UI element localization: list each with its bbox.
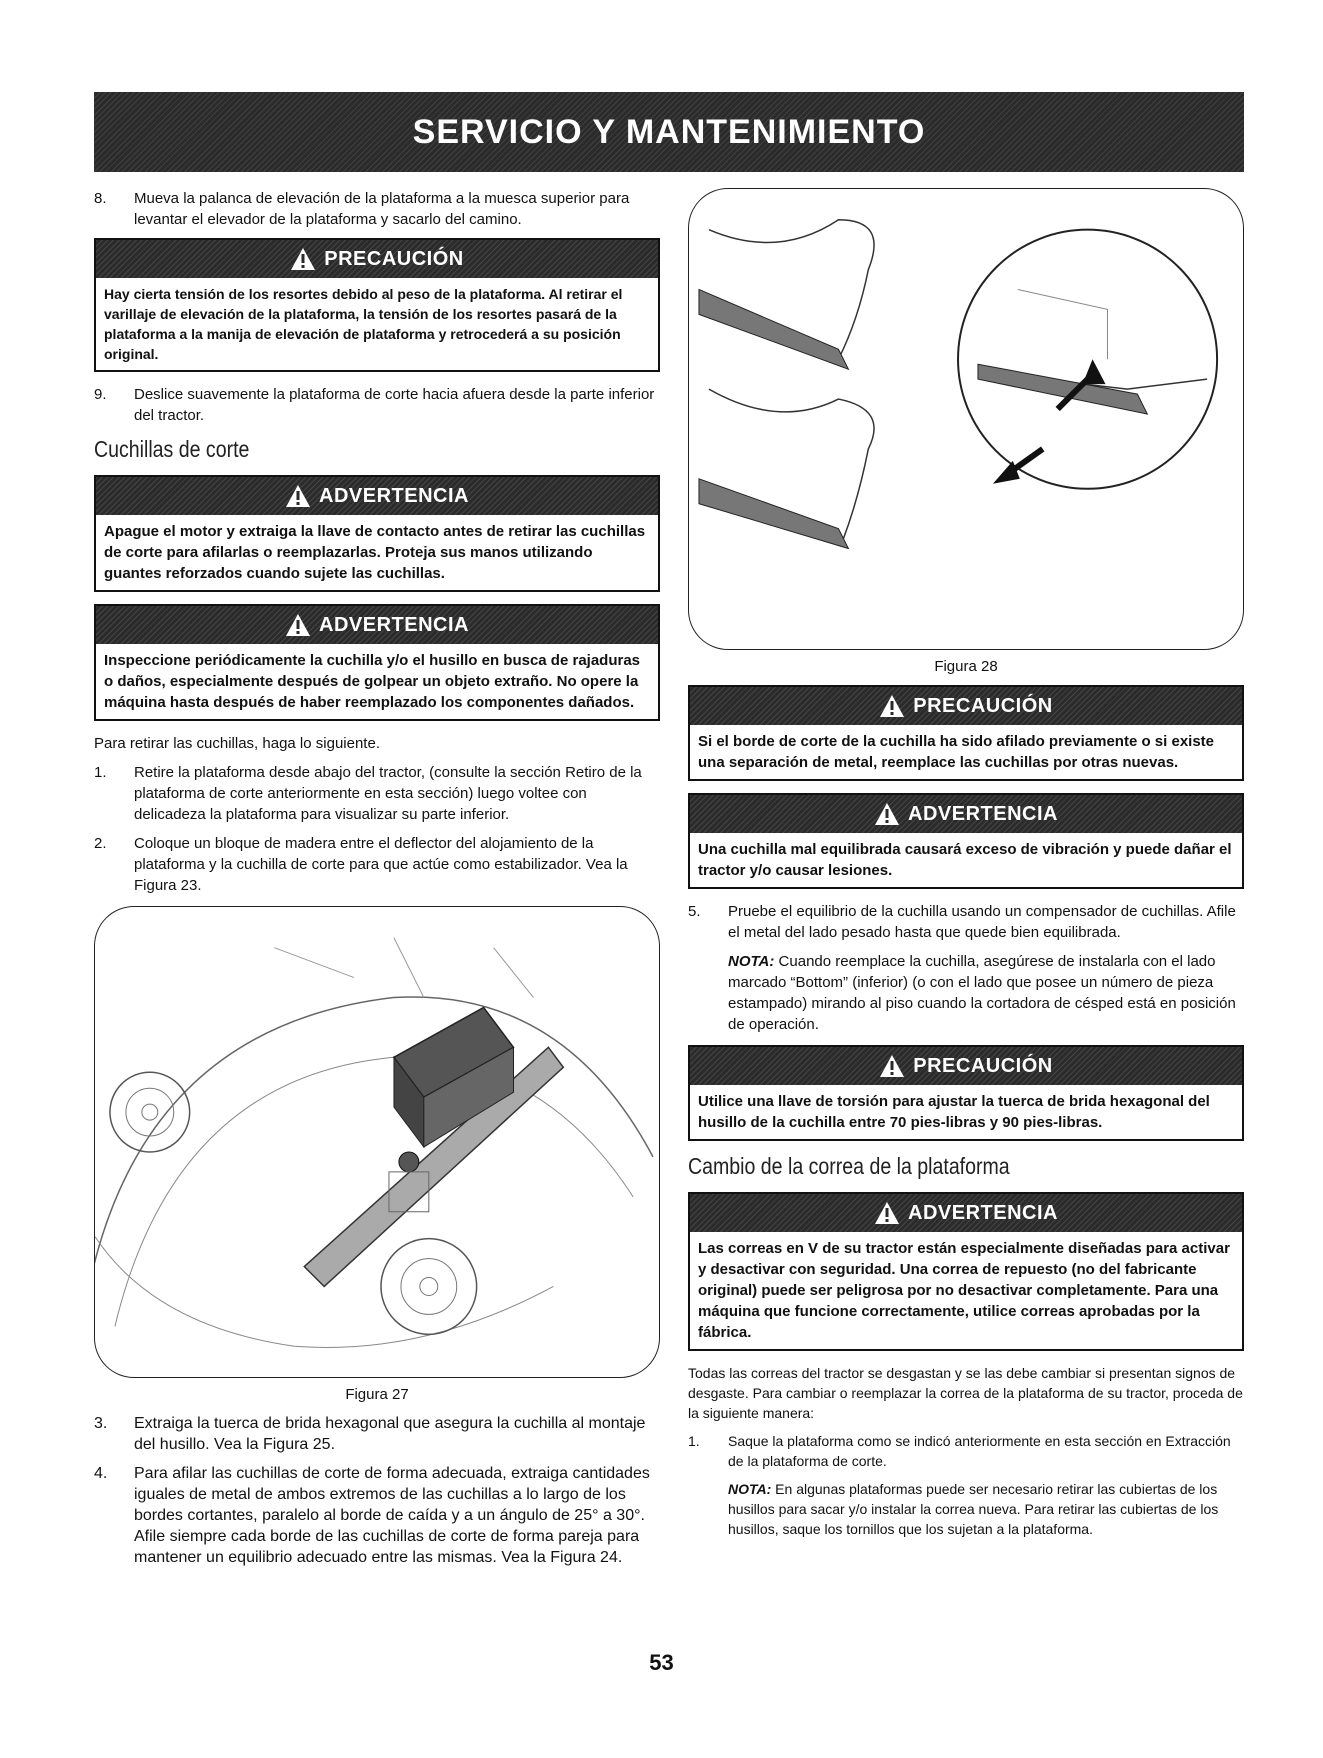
step-3 bbox=[94, 1413, 660, 1455]
step-number: 1. bbox=[688, 1433, 700, 1449]
caution-box bbox=[688, 685, 1244, 781]
step-9 bbox=[94, 384, 660, 426]
note-label: NOTA: bbox=[728, 953, 775, 970]
alert-body: Inspeccione periódicamente la cuchilla y/o el husillo en busca de rajaduras o daños, especialmente después de golpear un objeto extraño. No opere la máquina hasta después de haber reemplazado los componentes dañados. bbox=[104, 652, 641, 711]
warning-icon bbox=[879, 694, 905, 718]
step-text: Coloque un bloque de madera entre el deflector del alojamiento de la plataforma y la cuchilla de corte para que actúe como estabilizador. Vea la Figura 23. bbox=[134, 835, 628, 894]
step-text: Saque la plataforma como se indicó anteriormente en esta sección en Extracción de la plataforma de corte. bbox=[728, 1433, 1231, 1469]
alert-title: PRECAUCIÓN bbox=[324, 247, 464, 270]
warning-box bbox=[688, 793, 1244, 889]
step-number: 9. bbox=[94, 386, 107, 403]
alert-title: PRECAUCIÓN bbox=[913, 1054, 1053, 1077]
step-number: 4. bbox=[94, 1465, 108, 1482]
alert-header bbox=[690, 1194, 1242, 1232]
step-number: 3. bbox=[94, 1415, 108, 1432]
step-number: 2. bbox=[94, 835, 107, 852]
figure-28-illustration bbox=[688, 188, 1244, 650]
step-4 bbox=[94, 1463, 660, 1568]
warning-icon bbox=[874, 802, 900, 826]
banner-title: SERVICIO Y MANTENIMIENTO bbox=[412, 112, 926, 151]
step-1 bbox=[688, 1431, 1244, 1471]
warning-icon bbox=[874, 1201, 900, 1225]
alert-title: ADVERTENCIA bbox=[908, 802, 1058, 825]
figure-caption: Figura 27 bbox=[345, 1386, 409, 1403]
note bbox=[728, 951, 1244, 1035]
step-1 bbox=[94, 762, 660, 825]
step-text: Mueva la palanca de elevación de la plataforma a la muesca superior para levantar el elevador de la plataforma y sacarlo del camino. bbox=[134, 190, 630, 228]
step-text: Pruebe el equilibrio de la cuchilla usando un compensador de cuchillas. Afile el metal del lado pesado hasta que quede bien equilibrada. bbox=[728, 903, 1236, 941]
left-column bbox=[94, 188, 660, 1576]
step-text: Extraiga la tuerca de brida hexagonal que asegura la cuchilla al montaje del husillo. Vea la Figura 25. bbox=[134, 1415, 646, 1453]
step-text: Retire la plataforma desde abajo del tractor, (consulte la sección Retiro de la plataforma de corte anteriormente en esta sección) luego voltee con delicadeza la plataforma para visualizar su parte inferior. bbox=[134, 764, 642, 823]
alert-header bbox=[690, 795, 1242, 833]
warning-box bbox=[94, 604, 660, 721]
step-number: 5. bbox=[688, 903, 701, 920]
alert-title: ADVERTENCIA bbox=[319, 484, 469, 507]
alert-header bbox=[690, 1047, 1242, 1085]
step-number: 1. bbox=[94, 764, 107, 781]
caution-box bbox=[688, 1045, 1244, 1141]
alert-header bbox=[690, 687, 1242, 725]
warning-icon bbox=[290, 247, 316, 271]
blade-sharpening-drawing bbox=[689, 189, 1243, 649]
warning-box bbox=[94, 475, 660, 592]
warning-box bbox=[688, 1192, 1244, 1351]
page-number: 53 bbox=[649, 1650, 674, 1675]
right-column bbox=[688, 188, 1244, 1545]
alert-title: PRECAUCIÓN bbox=[913, 694, 1053, 717]
step-number: 8. bbox=[94, 190, 107, 207]
section-heading: Cuchillas de corte bbox=[94, 436, 250, 462]
warning-icon bbox=[285, 613, 311, 637]
alert-header bbox=[96, 606, 658, 644]
alert-body: Las correas en V de su tractor están especialmente diseñadas para activar y desactivar con seguridad. Una correa de repuesto (no del fabricante original) puede ser peligrosa por no desactivar completamente. Para una máquina que funcione correctamente, utilice correas aprobadas por la fábrica. bbox=[698, 1240, 1230, 1341]
caution-box bbox=[94, 238, 660, 372]
warning-icon bbox=[879, 1054, 905, 1078]
intro-text: Para retirar las cuchillas, haga lo siguiente. bbox=[94, 735, 380, 752]
alert-body: Hay cierta tensión de los resortes debido al peso de la plataforma. Al retirar el varillaje de elevación de la plataforma, la tensión de los resortes pasará de la plataforma a la manija de elevación de plataforma y retrocederá a su posición original. bbox=[104, 286, 623, 362]
step-8 bbox=[94, 188, 660, 230]
figure-27-illustration bbox=[94, 906, 660, 1378]
mower-deck-blade-drawing bbox=[95, 907, 659, 1377]
step-text: Para afilar las cuchillas de corte de forma adecuada, extraiga cantidades iguales de metal de ambos extremos de las cuchillas a lo largo de los bordes cortantes, paralelo al borde de caída y a un ángulo de 25° a 30°. Afile siempre cada borde de las cuchillas de corte de forma pareja para mantener un equilibrio adecuado entre las mismas. Vea la Figura 24. bbox=[134, 1465, 650, 1566]
step-text: Deslice suavemente la plataforma de corte hacia afuera desde la parte inferior del tractor. bbox=[134, 386, 655, 424]
alert-title: ADVERTENCIA bbox=[319, 613, 469, 636]
step-2 bbox=[94, 833, 660, 896]
alert-body: Una cuchilla mal equilibrada causará exceso de vibración y puede dañar el tractor y/o causar lesiones. bbox=[698, 841, 1232, 879]
figure-caption: Figura 28 bbox=[934, 658, 998, 675]
note-text: Cuando reemplace la cuchilla, asegúrese de instalarla con el lado marcado “Bottom” (inferior) (o con el lado que posee un número de pieza estampado) mirando al piso cuando la cortadora de césped está en posición de operación. bbox=[728, 953, 1236, 1033]
note bbox=[728, 1479, 1244, 1539]
intro-text: Todas las correas del tractor se desgastan y se las debe cambiar si presentan signos de desgaste. Para cambiar o reemplazar la correa de la plataforma de su tractor, proceda de la siguiente manera: bbox=[688, 1365, 1243, 1421]
alert-body: Utilice una llave de torsión para ajustar la tuerca de brida hexagonal del husillo de la cuchilla entre 70 pies-libras y 90 pies-libras. bbox=[698, 1093, 1210, 1131]
note-label: NOTA: bbox=[728, 1481, 772, 1497]
alert-header bbox=[96, 477, 658, 515]
alert-title: ADVERTENCIA bbox=[908, 1201, 1058, 1224]
alert-header bbox=[96, 240, 658, 278]
warning-icon bbox=[285, 484, 311, 508]
step-5 bbox=[688, 901, 1244, 943]
section-heading: Cambio de la correa de la plataforma bbox=[688, 1153, 1010, 1179]
section-banner bbox=[94, 92, 1244, 172]
alert-body: Apague el motor y extraiga la llave de contacto antes de retirar las cuchillas de corte para afilarlas o reemplazarlas. Proteja sus manos utilizando guantes reforzados cuando sujete las cuchillas. bbox=[104, 523, 646, 582]
alert-body: Si el borde de corte de la cuchilla ha sido afilado previamente o si existe una separación de metal, reemplace las cuchillas por otras nuevas. bbox=[698, 733, 1215, 771]
note-text: En algunas plataformas puede ser necesario retirar las cubiertas de los husillos para sacar y/o instalar la correa nueva. Para retirar las cubiertas de los husillos, saque los tornillos que los sujetan a la plataforma. bbox=[728, 1481, 1219, 1537]
